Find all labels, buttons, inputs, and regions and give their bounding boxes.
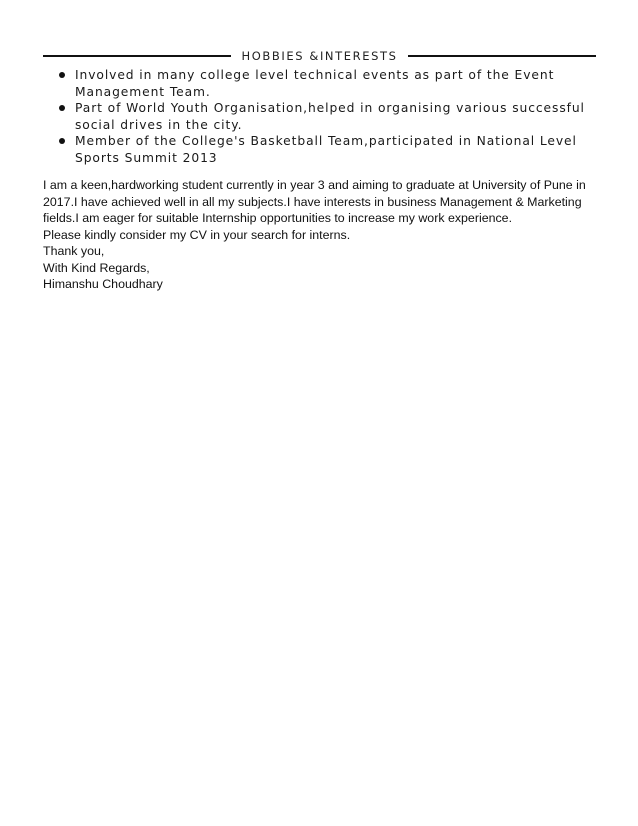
list-item bbox=[57, 133, 597, 166]
letter-closing: With Kind Regards, bbox=[43, 260, 150, 275]
bullet-icon bbox=[59, 72, 65, 78]
hobby-text: Member of the College's Basketball Team,participated in National Level Sports Summit 2013 bbox=[75, 134, 577, 165]
cover-letter bbox=[43, 177, 603, 293]
section-header-hobbies bbox=[43, 47, 596, 65]
hobby-text: Part of World Youth Organisation,helped in organising various successful social drives in the city. bbox=[75, 101, 585, 132]
letter-request: Please kindly consider my CV in your search for interns. bbox=[43, 227, 351, 242]
header-rule-right bbox=[408, 55, 596, 57]
header-rule-left bbox=[43, 55, 231, 57]
list-item bbox=[57, 67, 597, 100]
bullet-icon bbox=[59, 105, 65, 111]
hobbies-list bbox=[57, 67, 597, 166]
letter-signature: Himanshu Choudhary bbox=[43, 277, 163, 291]
letter-paragraph: I am a keen,hardworking student currently in year 3 and aiming to graduate at University of Pune in 2017.I have achieved well in all my subjects.I have interests in business Management & Marketing fields.I am eager for suitable Internship opportunities to increase my work experience. bbox=[43, 178, 586, 225]
letter-thanks: Thank you, bbox=[43, 244, 105, 258]
section-title: HOBBIES &INTERESTS bbox=[241, 49, 398, 63]
bullet-icon bbox=[59, 138, 65, 144]
list-item bbox=[57, 100, 597, 133]
hobby-text: Involved in many college level technical events as part of the Event Management Team. bbox=[75, 68, 555, 99]
